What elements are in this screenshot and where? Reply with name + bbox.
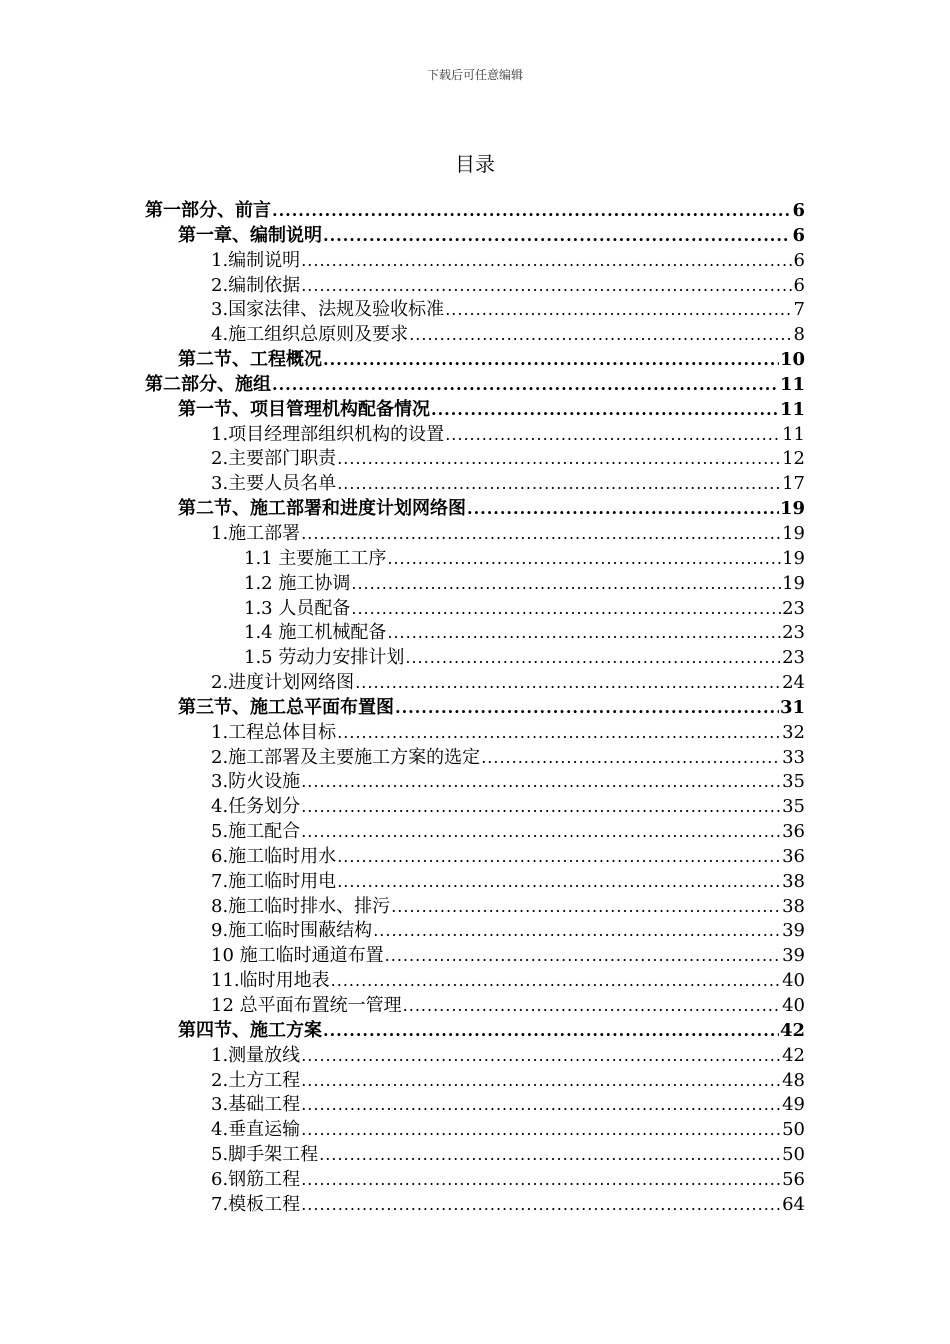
toc-entry-label: 4.任务划分 bbox=[211, 796, 301, 818]
toc-entry[interactable] bbox=[145, 398, 805, 423]
toc-entry-page: 11 bbox=[779, 373, 805, 395]
toc-entry-page: 35 bbox=[782, 796, 805, 818]
toc-leader-dots bbox=[385, 944, 781, 969]
toc-entry-label: 6.施工临时用水 bbox=[211, 845, 337, 867]
toc-entry[interactable] bbox=[145, 1019, 805, 1044]
toc-leader-dots bbox=[301, 1093, 781, 1118]
toc-entry-label: 2.施工部署及主要施工方案的选定 bbox=[211, 746, 481, 768]
toc-leader-dots bbox=[301, 1168, 781, 1193]
toc-entry[interactable] bbox=[145, 547, 805, 572]
toc-entry[interactable] bbox=[145, 621, 805, 646]
toc-entry[interactable] bbox=[145, 1193, 805, 1218]
toc-entry[interactable] bbox=[145, 497, 805, 522]
toc-entry-label: 2.土方工程 bbox=[211, 1069, 301, 1091]
toc-entry-page: 23 bbox=[782, 622, 805, 644]
toc-entry[interactable] bbox=[145, 249, 805, 274]
toc-entry-label: 5.施工配合 bbox=[211, 821, 301, 843]
toc-leader-dots bbox=[351, 572, 781, 597]
toc-entry-label: 第一节、项目管理机构配备情况 bbox=[178, 398, 430, 420]
toc-entry-page: 11 bbox=[779, 398, 805, 420]
toc-entry-label: 1.测量放线 bbox=[211, 1044, 301, 1066]
toc-entry[interactable] bbox=[145, 1118, 805, 1143]
toc-leader-dots bbox=[481, 746, 781, 771]
toc-entry[interactable] bbox=[145, 522, 805, 547]
toc-entry-page: 7 bbox=[793, 299, 805, 321]
toc-leader-dots bbox=[301, 795, 781, 820]
toc-entry[interactable] bbox=[145, 721, 805, 746]
toc-entry-page: 39 bbox=[782, 920, 805, 942]
toc-leader-dots bbox=[337, 721, 781, 746]
toc-entry-page: 6 bbox=[793, 249, 805, 271]
toc-leader-dots bbox=[301, 770, 781, 795]
toc-entry-page: 35 bbox=[782, 771, 805, 793]
toc-leader-dots bbox=[337, 870, 781, 895]
toc-entry-label: 9.施工临时围蔽结构 bbox=[211, 920, 373, 942]
toc-entry[interactable] bbox=[145, 274, 805, 299]
toc-entry[interactable] bbox=[145, 572, 805, 597]
toc-leader-dots bbox=[301, 820, 781, 845]
toc-entry-page: 31 bbox=[779, 696, 805, 718]
toc-entry[interactable] bbox=[145, 298, 805, 323]
toc-entry-label: 11.临时用地表 bbox=[211, 970, 330, 992]
toc-entry-page: 6 bbox=[793, 274, 805, 296]
toc-entry[interactable] bbox=[145, 770, 805, 795]
toc-entry[interactable] bbox=[145, 224, 805, 249]
toc-entry-label: 1.项目经理部组织机构的设置 bbox=[211, 423, 445, 445]
toc-entry-page: 40 bbox=[782, 970, 805, 992]
toc-entry-page: 39 bbox=[782, 945, 805, 967]
toc-leader-dots bbox=[395, 696, 779, 721]
toc-entry-label: 1.施工部署 bbox=[211, 522, 301, 544]
toc-entry-page: 38 bbox=[782, 870, 805, 892]
toc-entry-page: 17 bbox=[782, 473, 805, 495]
toc-entry[interactable] bbox=[145, 696, 805, 721]
toc-entry-page: 23 bbox=[782, 597, 805, 619]
toc-entry-label: 3.防火设施 bbox=[211, 771, 301, 793]
toc-entry[interactable] bbox=[145, 472, 805, 497]
toc-leader-dots bbox=[301, 274, 792, 299]
toc-entry[interactable] bbox=[145, 373, 805, 398]
toc-leader-dots bbox=[323, 224, 791, 249]
toc-leader-dots bbox=[301, 1118, 781, 1143]
toc-leader-dots bbox=[445, 298, 792, 323]
toc-leader-dots bbox=[355, 671, 781, 696]
toc-entry-label: 1.编制说明 bbox=[211, 249, 301, 271]
toc-entry[interactable] bbox=[145, 895, 805, 920]
table-of-contents bbox=[145, 199, 805, 1218]
toc-entry-label: 3.基础工程 bbox=[211, 1094, 301, 1116]
toc-entry-label: 8.施工临时排水、排污 bbox=[211, 895, 391, 917]
toc-entry-label: 第一部分、前言 bbox=[145, 200, 271, 221]
toc-leader-dots bbox=[301, 1069, 781, 1094]
toc-entry-label: 1.3 人员配备 bbox=[244, 597, 351, 619]
toc-entry[interactable] bbox=[145, 919, 805, 944]
toc-entry[interactable] bbox=[145, 870, 805, 895]
toc-entry-label: 第二节、工程概况 bbox=[178, 349, 322, 371]
toc-entry-label: 第一章、编制说明 bbox=[178, 224, 322, 246]
toc-leader-dots bbox=[351, 597, 781, 622]
toc-entry[interactable] bbox=[145, 1093, 805, 1118]
toc-leader-dots bbox=[337, 447, 781, 472]
toc-entry-page: 10 bbox=[779, 349, 805, 371]
toc-entry-page: 42 bbox=[779, 1019, 805, 1041]
toc-leader-dots bbox=[301, 522, 781, 547]
toc-entry-page: 36 bbox=[782, 821, 805, 843]
toc-entry-page: 8 bbox=[793, 324, 805, 346]
toc-leader-dots bbox=[301, 1193, 781, 1218]
toc-entry-page: 40 bbox=[782, 995, 805, 1016]
toc-entry-page: 50 bbox=[782, 1144, 805, 1166]
toc-entry[interactable] bbox=[145, 1168, 805, 1193]
toc-entry[interactable] bbox=[145, 969, 805, 994]
toc-entry[interactable] bbox=[145, 845, 805, 870]
toc-entry[interactable] bbox=[145, 1069, 805, 1094]
toc-entry[interactable] bbox=[145, 1044, 805, 1069]
toc-entry-label: 第三节、施工总平面布置图 bbox=[178, 696, 394, 718]
toc-entry-label: 1.工程总体目标 bbox=[211, 721, 337, 743]
toc-entry[interactable] bbox=[145, 323, 805, 348]
toc-entry-page: 50 bbox=[782, 1119, 805, 1141]
toc-entry-label: 2.进度计划网络图 bbox=[211, 672, 355, 694]
toc-leader-dots bbox=[319, 1143, 781, 1168]
toc-entry[interactable] bbox=[145, 944, 805, 969]
toc-entry-page: 48 bbox=[782, 1069, 805, 1091]
toc-entry-page: 42 bbox=[782, 1044, 805, 1066]
toc-entry-label: 第二节、施工部署和进度计划网络图 bbox=[178, 498, 466, 520]
toc-entry-label: 1.2 施工协调 bbox=[244, 572, 351, 594]
toc-leader-dots bbox=[323, 348, 779, 373]
toc-title: 目录 bbox=[455, 152, 495, 176]
toc-leader-dots bbox=[301, 1044, 781, 1069]
toc-entry-page: 19 bbox=[782, 522, 805, 544]
toc-entry-label: 3.主要人员名单 bbox=[211, 473, 337, 495]
toc-entry-page: 11 bbox=[782, 423, 805, 445]
toc-entry-label: 第四节、施工方案 bbox=[178, 1019, 322, 1041]
toc-entry-page: 6 bbox=[792, 200, 805, 221]
toc-entry[interactable] bbox=[145, 1143, 805, 1168]
toc-entry-page: 23 bbox=[782, 647, 805, 669]
toc-leader-dots bbox=[337, 845, 781, 870]
toc-entry-label: 12 总平面布置统一管理 bbox=[211, 995, 402, 1016]
toc-entry-page: 12 bbox=[782, 448, 805, 470]
toc-entry-page: 19 bbox=[782, 572, 805, 594]
toc-entry-label: 1.5 劳动力安排计划 bbox=[244, 647, 405, 669]
toc-leader-dots bbox=[445, 423, 781, 448]
toc-entry[interactable] bbox=[145, 820, 805, 845]
toc-entry-label: 10 施工临时通道布置 bbox=[211, 945, 384, 967]
toc-entry[interactable] bbox=[145, 746, 805, 771]
toc-entry-label: 2.主要部门职责 bbox=[211, 448, 337, 470]
toc-entry-page: 64 bbox=[782, 1193, 805, 1215]
toc-entry-label: 5.脚手架工程 bbox=[211, 1144, 319, 1166]
toc-leader-dots bbox=[373, 919, 781, 944]
toc-leader-dots bbox=[409, 323, 792, 348]
toc-leader-dots bbox=[467, 497, 779, 522]
toc-leader-dots bbox=[323, 1019, 779, 1044]
toc-entry-label: 7.模板工程 bbox=[211, 1193, 301, 1215]
toc-entry[interactable] bbox=[145, 199, 805, 224]
toc-leader-dots bbox=[387, 621, 781, 646]
toc-entry-label: 3.国家法律、法规及验收标准 bbox=[211, 299, 445, 321]
toc-entry-label: 4.施工组织总原则及要求 bbox=[211, 324, 409, 346]
toc-entry[interactable] bbox=[145, 597, 805, 622]
toc-entry-page: 24 bbox=[782, 672, 805, 694]
toc-leader-dots bbox=[391, 895, 781, 920]
toc-entry-label: 1.1 主要施工工序 bbox=[244, 547, 387, 569]
toc-entry-page: 19 bbox=[779, 498, 805, 520]
toc-leader-dots bbox=[337, 472, 781, 497]
toc-entry[interactable] bbox=[145, 423, 805, 448]
toc-entry-page: 38 bbox=[782, 895, 805, 917]
toc-leader-dots bbox=[272, 373, 779, 398]
toc-entry-label: 7.施工临时用电 bbox=[211, 870, 337, 892]
toc-entry[interactable] bbox=[145, 646, 805, 671]
toc-leader-dots bbox=[272, 199, 791, 224]
toc-entry-label: 第二部分、施组 bbox=[145, 373, 271, 395]
toc-entry[interactable] bbox=[145, 994, 805, 1019]
toc-entry[interactable] bbox=[145, 348, 805, 373]
toc-leader-dots bbox=[387, 547, 781, 572]
toc-entry-page: 32 bbox=[782, 721, 805, 743]
toc-entry-page: 33 bbox=[782, 746, 805, 768]
toc-entry-page: 6 bbox=[792, 224, 805, 246]
toc-entry-page: 56 bbox=[782, 1168, 805, 1190]
toc-leader-dots bbox=[405, 646, 781, 671]
toc-entry-label: 1.4 施工机械配备 bbox=[244, 622, 387, 644]
toc-entry[interactable] bbox=[145, 795, 805, 820]
toc-entry[interactable] bbox=[145, 447, 805, 472]
toc-entry[interactable] bbox=[145, 671, 805, 696]
toc-leader-dots bbox=[301, 249, 792, 274]
toc-leader-dots bbox=[403, 994, 781, 1019]
toc-entry-page: 49 bbox=[782, 1094, 805, 1116]
toc-leader-dots bbox=[331, 969, 781, 994]
toc-entry-label: 4.垂直运输 bbox=[211, 1119, 301, 1141]
toc-entry-page: 19 bbox=[782, 547, 805, 569]
page-header-note: 下载后可任意编辑 bbox=[426, 68, 523, 82]
toc-entry-page: 36 bbox=[782, 845, 805, 867]
toc-entry-label: 6.钢筋工程 bbox=[211, 1168, 301, 1190]
toc-leader-dots bbox=[431, 398, 779, 423]
toc-entry-label: 2.编制依据 bbox=[211, 274, 301, 296]
